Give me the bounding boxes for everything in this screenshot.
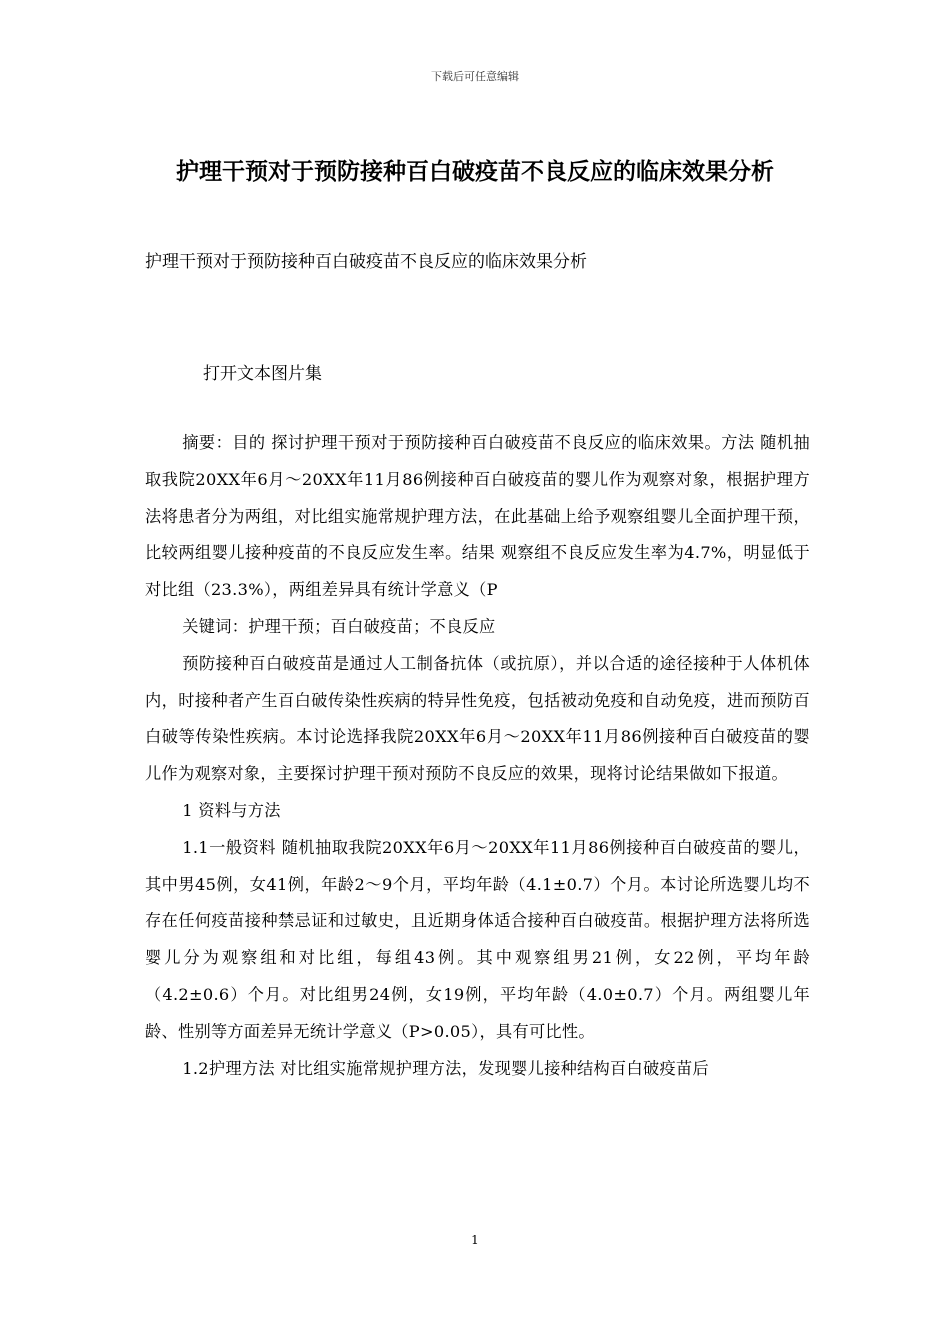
document-title: 护理干预对于预防接种百白破疫苗不良反应的临床效果分析 bbox=[176, 159, 774, 185]
general-data-paragraph: 1.1一般资料 随机抽取我院20XX年6月～20XX年11月86例接种百白破疫苗的婴儿，其中男45例，女41例，年龄2～9个月，平均年龄（4.1±0.7）个月。本讨论所选婴儿均不存在任何疫苗接种禁忌证和过敏史，且近期身体适合接种百白破疫苗。根据护理方法将所选婴儿分为观察组和对比组，每组43例。其中观察组男21例，女22例，平均年龄（4.2±0.6）个月。对比组男24例，女19例，平均年龄（4.0±0.7）个月。两组婴儿年龄、性别等方面差异无统计学意义（P>0.05），具有可比性。 bbox=[145, 837, 810, 1041]
header-note: 下载后可任意编辑 bbox=[431, 70, 519, 83]
section-heading: 1 资料与方法 bbox=[182, 800, 281, 820]
intro-paragraph: 预防接种百白破疫苗是通过人工制备抗体（或抗原），并以合适的途径接种于人体机体内，时接种者产生百白破传染性疾病的特异性免疫，包括被动免疫和自动免疫，进而预防百白破等传染性疾病。本讨论选择我院20XX年6月～20XX年11月86例接种百白破疫苗的婴儿作为观察对象，主要探讨护理干预对预防不良反应的效果，现将讨论结果做如下报道。 bbox=[145, 653, 810, 784]
keywords-paragraph: 关键词：护理干预；百白破疫苗；不良反应 bbox=[182, 616, 496, 636]
nursing-method-paragraph: 1.2护理方法 对比组实施常规护理方法，发现婴儿接种结构百白破疫苗后 bbox=[182, 1058, 709, 1078]
abstract-paragraph: 摘要：目的 探讨护理干预对于预防接种百白破疫苗不良反应的临床效果。方法 随机抽取我院20XX年6月～20XX年11月86例接种百白破疫苗的婴儿作为观察对象，根据护理方法将患者分为两组，对比组实施常规护理方法，在此基础上给予观察组婴儿全面护理干预，比较两组婴儿接种疫苗的不良反应发生率。结果 观察组不良反应发生率为4.7%，明显低于对比组（23.3%），两组差异具有统计学意义（P bbox=[145, 433, 810, 600]
open-image-set-link[interactable]: 打开文本图片集 bbox=[203, 364, 322, 384]
page-number: 1 bbox=[471, 1233, 479, 1247]
document-body bbox=[145, 425, 810, 1087]
document-subtitle: 护理干预对于预防接种百白破疫苗不良反应的临床效果分析 bbox=[145, 252, 587, 272]
